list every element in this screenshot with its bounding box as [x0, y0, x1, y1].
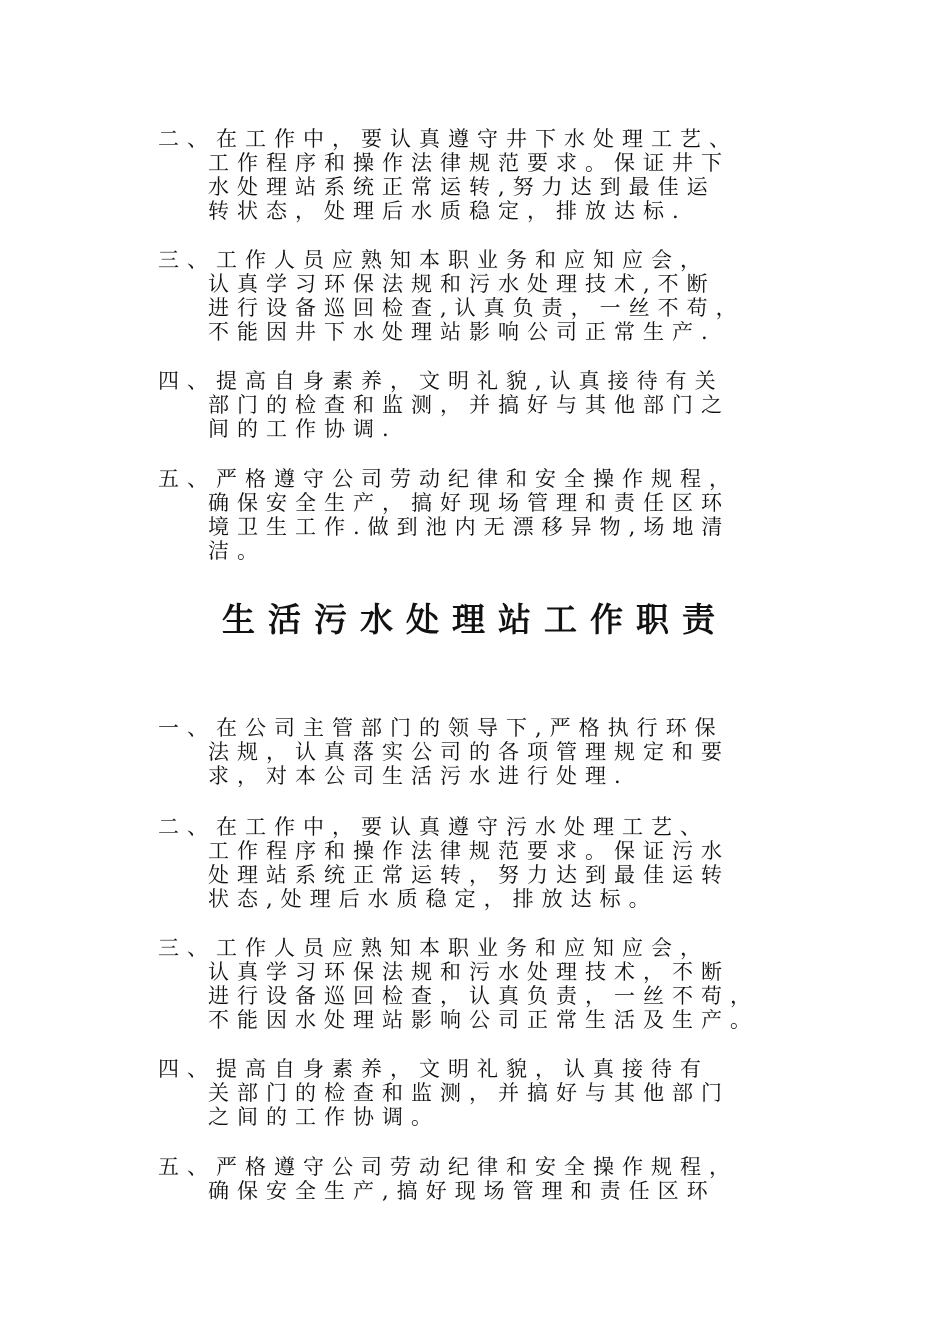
s1-item-3: [158, 248, 838, 344]
text-line: 进行设备巡回检查,认真负责，一丝不苟，: [208, 296, 745, 320]
s2-item-3: [158, 936, 838, 1032]
section-title: 生活污水处理站工作职责: [222, 600, 728, 639]
text-line: 境卫生工作.做到池内无漂移异物,场地清: [208, 515, 731, 539]
s1-item-2: [158, 127, 838, 223]
text-line: 二、在工作中，要认真遵守井下水处理工艺、: [158, 127, 738, 151]
text-line: 求，对本公司生活污水进行处理.: [208, 764, 629, 788]
text-line: 三、工作人员应熟知本职业务和应知应会，: [158, 936, 709, 960]
text-line: 不能因井下水处理站影响公司正常生产.: [208, 320, 716, 344]
text-line: 认真学习环保法规和污水处理技术，不断: [208, 960, 730, 984]
text-line: 五、严格遵守公司劳动纪律和安全操作规程，: [158, 1155, 738, 1179]
text-line: 水处理站系统正常运转,努力达到最佳运: [208, 175, 716, 199]
text-line: 认真学习环保法规和污水处理技术,不断: [208, 272, 716, 296]
s2-item-2: [158, 815, 838, 911]
text-line: 之间的工作协调。: [208, 1105, 440, 1129]
text-line: 工作程序和操作法律规范要求。保证污水: [208, 839, 730, 863]
text-line: 五、严格遵守公司劳动纪律和安全操作规程，: [158, 467, 738, 491]
text-line: 确保安全生产,搞好现场管理和责任区环: [208, 1179, 716, 1203]
text-line: 处理站系统正常运转，努力达到最佳运转: [208, 863, 730, 887]
s1-item-4: [158, 369, 838, 441]
text-line: 工作程序和操作法律规范要求。保证井下: [208, 151, 730, 175]
text-line: 洁。: [208, 539, 266, 563]
text-line: 一、在公司主管部门的领导下,严格执行环保: [158, 716, 724, 740]
text-line: 间的工作协调.: [208, 417, 397, 441]
s2-item-4: [158, 1057, 838, 1129]
text-line: 四、提高自身素养，文明礼貌，认真接待有: [158, 1057, 709, 1081]
s2-item-5: [158, 1155, 838, 1203]
text-line: 进行设备巡回检查，认真负责，一丝不苟，: [208, 984, 759, 1008]
text-line: 部门的检查和监测，并搞好与其他部门之: [208, 393, 730, 417]
text-line: 三、工作人员应熟知本职业务和应知应会，: [158, 248, 709, 272]
text-line: 确保安全生产，搞好现场管理和责任区环: [208, 491, 730, 515]
text-line: 二、在工作中，要认真遵守污水处理工艺、: [158, 815, 709, 839]
text-line: 关部门的检查和监测，并搞好与其他部门: [208, 1081, 730, 1105]
s2-item-1: [158, 716, 838, 788]
text-line: 转状态，处理后水质稳定，排放达标.: [208, 199, 687, 223]
text-line: 法规，认真落实公司的各项管理规定和要: [208, 740, 730, 764]
text-line: 四、提高自身素养，文明礼貌,认真接待有关: [158, 369, 724, 393]
s1-item-5: [158, 467, 838, 563]
text-line: 状态,处理后水质稳定，排放达标。: [208, 887, 658, 911]
text-line: 不能因水处理站影响公司正常生活及生产。: [208, 1008, 759, 1032]
